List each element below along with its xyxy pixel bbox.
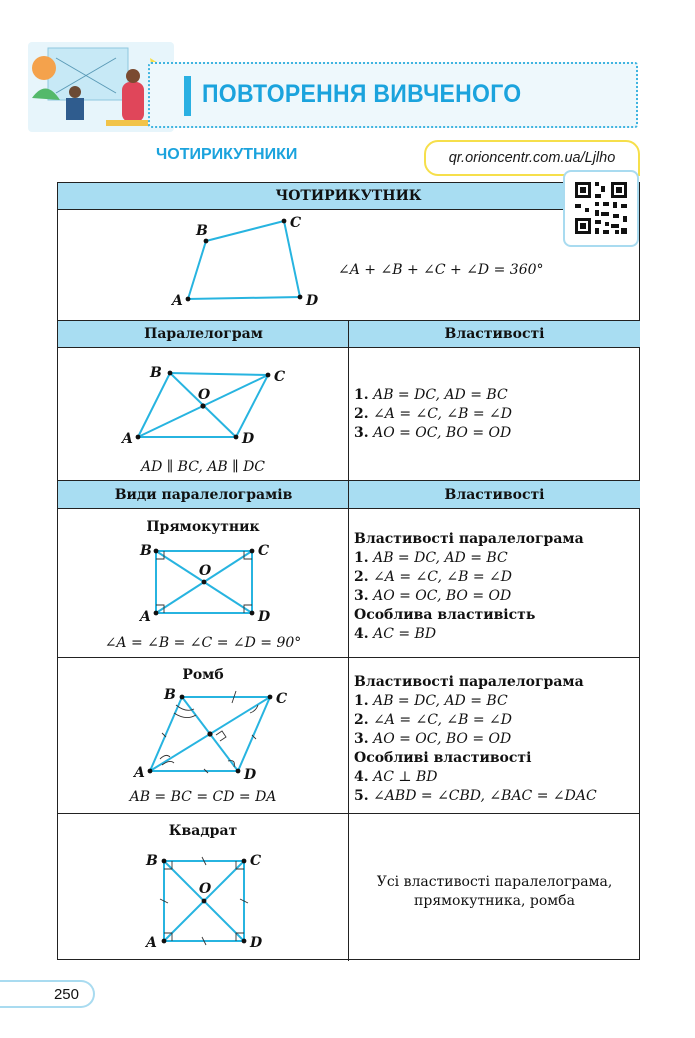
banner-accent-bar [184, 76, 191, 116]
page-title: ПОВТОРЕННЯ ВИВЧЕНОГО [202, 80, 522, 108]
rectangle-props: Властивості паралелограма 1. AB = DC, AD = BC 2. ∠A = ∠C, ∠B = ∠D 3. AO = OC, BO = OD Особлива властивість 4. AC = BD [354, 531, 584, 642]
angle-sum-formula: ∠A + ∠B + ∠C + ∠D = 360° [338, 262, 544, 278]
qr-link[interactable]: qr.orioncentr.com.ua/Ljlho [424, 140, 640, 176]
square-figure [138, 847, 278, 953]
label-a: A [134, 765, 145, 781]
label-b: B [140, 543, 152, 559]
parallelogram-figure [118, 361, 288, 446]
qr-code-icon [565, 172, 637, 245]
section-title: ЧОТИРИКУТНИКИ [156, 146, 298, 163]
kinds-header: Види паралелограмів [58, 481, 349, 509]
label-a: A [172, 293, 183, 309]
quadrilateral-figure [158, 211, 318, 311]
label-o: O [199, 563, 212, 579]
label-a: A [140, 609, 151, 625]
label-c: C [290, 215, 302, 231]
rhombus-title: Ромб [182, 667, 224, 683]
label-d: D [244, 767, 257, 783]
rectangle-title: Прямокутник [146, 519, 260, 535]
parallelogram-props: 1. AB = DC, AD = BC 2. ∠A = ∠C, ∠B = ∠D 3. AO = OC, BO = OD [354, 387, 512, 441]
label-c: C [276, 691, 288, 707]
square-props: Усі властивості паралелограма, прямокутника, ромба [376, 874, 613, 909]
label-o: O [198, 387, 211, 403]
label-b: B [164, 687, 176, 703]
parallel-sides-caption: AD ∥ BC, AB ∥ DC [140, 459, 266, 475]
square-title: Квадрат [168, 823, 238, 839]
label-d: D [242, 431, 255, 446]
parallelogram-props-header: Властивості [349, 321, 640, 348]
label-c: C [258, 543, 270, 559]
label-b: B [150, 365, 162, 381]
label-c: C [274, 369, 286, 385]
rhombus-figure [126, 683, 296, 783]
qr-code[interactable] [563, 170, 639, 247]
page-number: 250 [0, 980, 95, 1008]
rectangle-figure [136, 539, 276, 629]
kinds-props-header: Властивості [349, 481, 640, 509]
label-b: B [146, 853, 158, 869]
equal-sides-caption: AB = BC = CD = DA [129, 789, 277, 805]
label-d: D [306, 293, 318, 309]
label-a: A [122, 431, 133, 446]
right-angles-caption: ∠A = ∠B = ∠C = ∠D = 90° [104, 635, 302, 651]
quad-header: ЧОТИРИКУТНИК [58, 183, 639, 210]
label-a: A [146, 935, 157, 951]
label-d: D [250, 935, 263, 951]
label-d: D [258, 609, 271, 625]
label-c: C [250, 853, 262, 869]
label-b: B [196, 223, 208, 239]
rhombus-props: Властивості паралелограма 1. AB = DC, AD = BC 2. ∠A = ∠C, ∠B = ∠D 3. AO = OC, BO = OD Особливі властивості 4. AC ⊥ BD 5. ∠ABD = ∠CBD, ∠BAC = ∠DAC [354, 674, 597, 804]
parallelogram-header: Паралелограм [58, 321, 349, 348]
quadrilaterals-table [57, 182, 640, 960]
label-o: O [199, 881, 212, 897]
